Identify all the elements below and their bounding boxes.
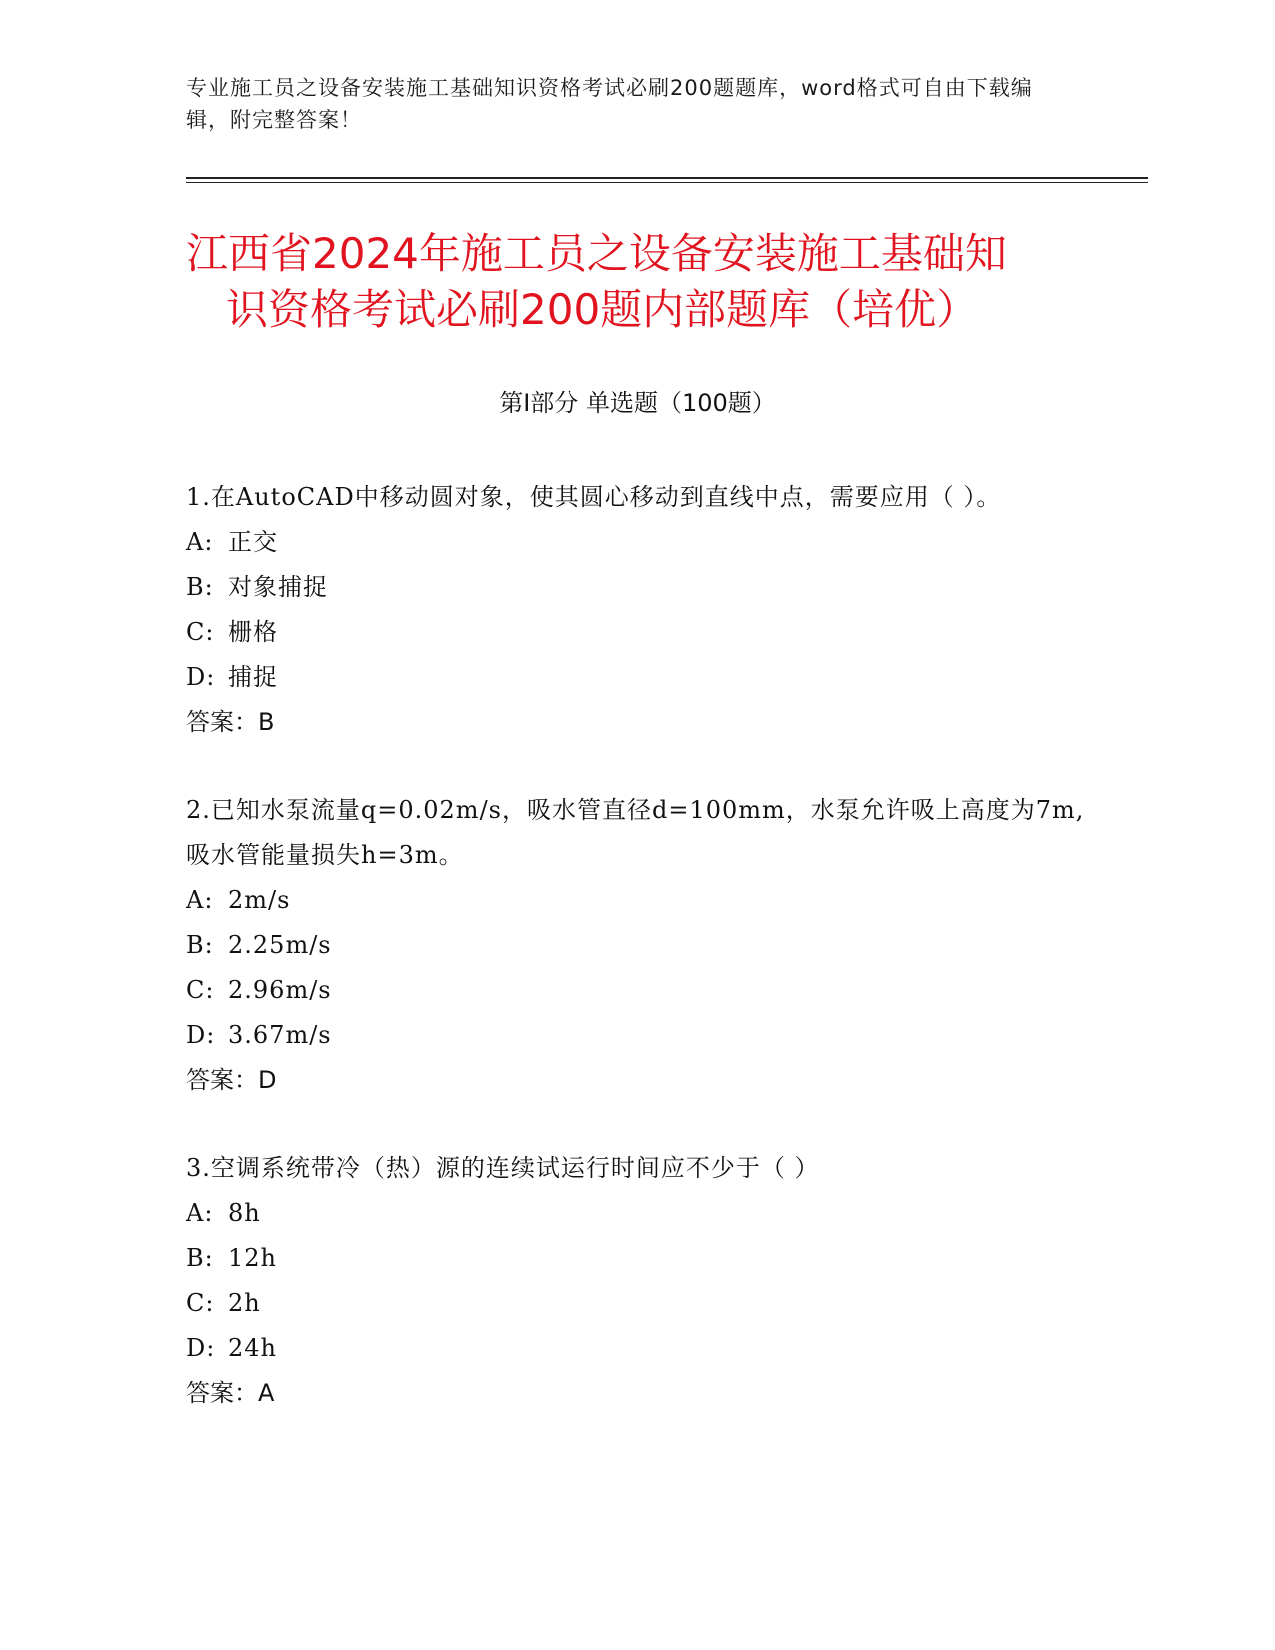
header-note: 专业施工员之设备安装施工基础知识资格考试必刷200题题库，word格式可自由下载编辑，附完整答案！ xyxy=(186,76,1033,132)
option-text: 栅格 xyxy=(228,618,278,646)
question-item xyxy=(186,475,1086,744)
document-title xyxy=(186,226,1086,338)
option-key: C: xyxy=(186,1289,215,1317)
option-text: 24h xyxy=(228,1334,277,1362)
option-text: 正交 xyxy=(228,528,278,556)
document-title-line-2: 识资格考试必刷200题内部题库（培优） xyxy=(226,285,979,334)
question-answer: 答案：D xyxy=(186,1066,277,1094)
question-answer: 答案：B xyxy=(186,708,275,736)
option-text: 捕捉 xyxy=(228,663,278,691)
option-key: B: xyxy=(186,573,214,601)
question-stem: 2.已知水泵流量q=0.02m/s，吸水管直径d=100mm，水泵允许吸上高度为7m,吸水管能量损失h=3m。 xyxy=(186,796,1085,869)
question-stem: 1.在AutoCAD中移动圆对象，使其圆心移动到直线中点，需要应用（ ）。 xyxy=(186,483,1002,511)
header-divider-thin xyxy=(186,182,1148,183)
option-text: 对象捕捉 xyxy=(228,573,328,601)
option-text: 2.25m/s xyxy=(228,931,332,959)
question-option xyxy=(186,655,1086,700)
option-text: 3.67m/s xyxy=(228,1021,332,1049)
question-item xyxy=(186,1146,1086,1415)
option-key: D: xyxy=(186,1021,216,1049)
option-text: 8h xyxy=(228,1199,261,1227)
question-option xyxy=(186,1326,1086,1371)
question-stem: 3.空调系统带冷（热）源的连续试运行时间应不少于（ ） xyxy=(186,1154,820,1182)
option-key: D: xyxy=(186,1334,216,1362)
document-title-line-1: 江西省2024年施工员之设备安装施工基础知 xyxy=(186,229,1007,278)
option-key: C: xyxy=(186,618,215,646)
question-option xyxy=(186,923,1086,968)
question-option xyxy=(186,565,1086,610)
option-key: A: xyxy=(186,1199,214,1227)
option-key: B: xyxy=(186,931,214,959)
question-option xyxy=(186,878,1086,923)
option-key: A: xyxy=(186,528,214,556)
question-option xyxy=(186,968,1086,1013)
question-option xyxy=(186,610,1086,655)
question-list xyxy=(186,475,1086,1459)
option-key: A: xyxy=(186,886,214,914)
question-option xyxy=(186,520,1086,565)
option-text: 12h xyxy=(228,1244,277,1272)
option-key: C: xyxy=(186,976,215,1004)
question-option xyxy=(186,1281,1086,1326)
option-text: 2m/s xyxy=(228,886,291,914)
question-option xyxy=(186,1013,1086,1058)
header-divider-thick xyxy=(186,177,1148,179)
option-key: D: xyxy=(186,663,216,691)
question-answer: 答案：A xyxy=(186,1379,275,1407)
question-item xyxy=(186,788,1086,1102)
option-text: 2.96m/s xyxy=(228,976,332,1004)
option-key: B: xyxy=(186,1244,214,1272)
option-text: 2h xyxy=(228,1289,261,1317)
section-heading: 第Ⅰ部分 单选题（100题） xyxy=(499,389,776,417)
question-option xyxy=(186,1236,1086,1281)
question-option xyxy=(186,1191,1086,1236)
